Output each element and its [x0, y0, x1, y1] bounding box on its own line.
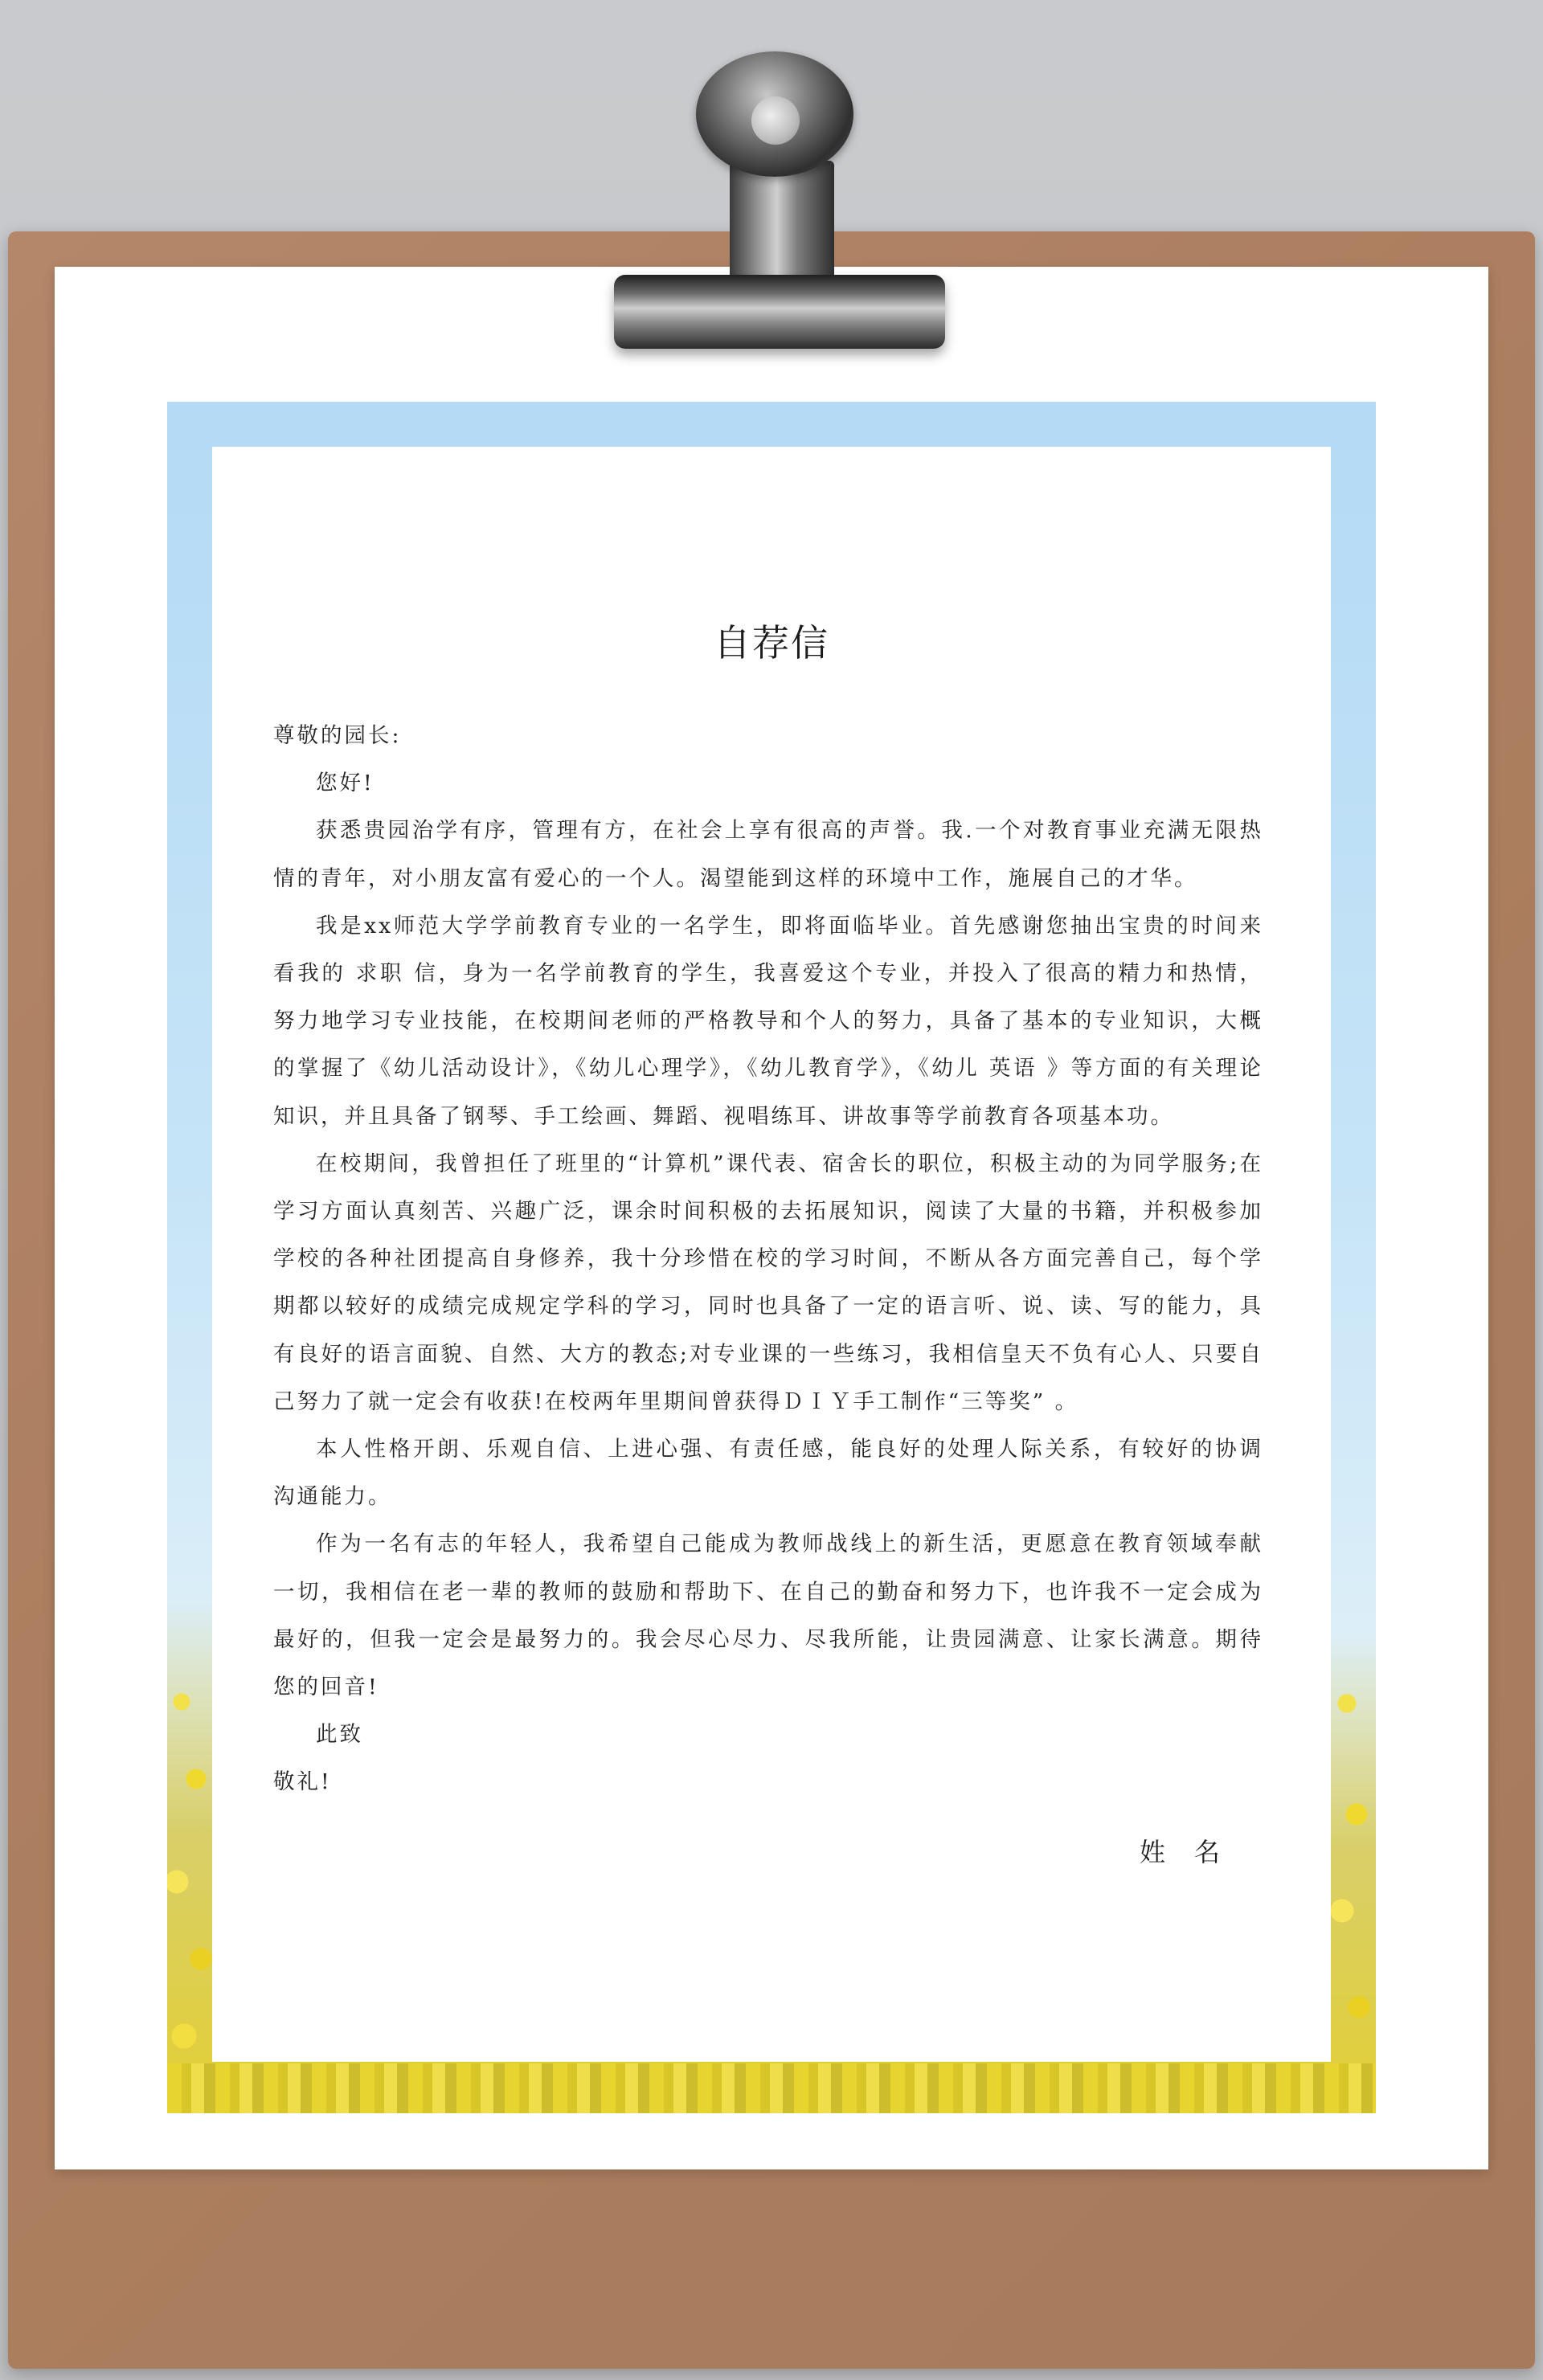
- rapeseed-flowers-left: [167, 1599, 215, 2113]
- salutation: 尊敬的园长:: [273, 723, 402, 748]
- greeting-paragraph: 您好!: [316, 771, 374, 796]
- letter-page: [212, 447, 1331, 2062]
- paragraph-intro: 获悉贵园治学有序，管理有方，在社会上享有很高的声誉。我.一个对教育事业充满无限热情的青年，对小朋友富有爱心的一个人。渴望能到这样的环境中工作，施展自己的才华。: [273, 818, 1263, 891]
- paragraph-closing-1: 此致: [316, 1722, 363, 1748]
- letter-title: 自荐信: [714, 621, 829, 665]
- paragraph-personality: 本人性格开朗、乐观自信、上进心强、有责任感，能良好的处理人际关系，有较好的协调沟通能力。: [273, 1437, 1263, 1510]
- binder-clip-hole: [751, 96, 800, 145]
- binder-clip-icon: [614, 275, 945, 349]
- letter-body: [273, 712, 1263, 1806]
- rapeseed-flowers-right: [1328, 1631, 1376, 2113]
- paragraph-education: 我是xx师范大学学前教育专业的一名学生，即将面临毕业。首先感谢您抽出宝贵的时间来看我的 求职 信，身为一名学前教育的学生，我喜爱这个专业，并投入了很高的精力和热情，努力地学习专业技能，在校期间老师的严格教导和个人的努力，具备了基本的专业知识，大概的掌握了《幼儿活动设计》，《幼儿心理学》，《幼儿教育学》，《幼儿 英语 》等方面的有关理论知识，并且具备了钢琴、手工绘画、舞蹈、视唱练耳、讲故事等学前教育各项基本功。: [273, 913, 1263, 1129]
- paragraph-school-life: 在校期间，我曾担任了班里的“计算机”课代表、宿舍长的职位，积极主动的为同学服务;在学习方面认真刻苦、兴趣广泛，课余时间积极的去拓展知识，阅读了大量的书籍，并积极参加学校的各种社团提高自身修养，我十分珍惜在校的学习时间，不断从各方面完善自己，每个学期都以较好的成绩完成规定学科的学习，同时也具备了一定的语言听、说、读、写的能力，具有良好的语言面貌、自然、大方的教态;对专业课的一些练习，我相信皇天不负有心人、只要自己努力了就一定会有收获!在校两年里期间曾获得ＤＩＹ手工制作“三等奖” 。: [273, 1151, 1263, 1414]
- paragraph-aspiration: 作为一名有志的年轻人，我希望自己能成为教师战线上的新生活，更愿意在教育领域奉献一切，我相信在老一辈的教师的鼓励和帮助下、在自己的勤奋和努力下，也许我不一定会成为最好的，但我一定会是最努力的。我会尽心尽力、尽我所能，让贵园满意、让家长满意。期待您的回音!: [273, 1531, 1263, 1700]
- paragraph-closing-2: 敬礼!: [273, 1769, 332, 1795]
- rapeseed-flowers-bottom: [167, 2063, 1376, 2113]
- signature-name: 姓名: [1139, 1837, 1249, 1867]
